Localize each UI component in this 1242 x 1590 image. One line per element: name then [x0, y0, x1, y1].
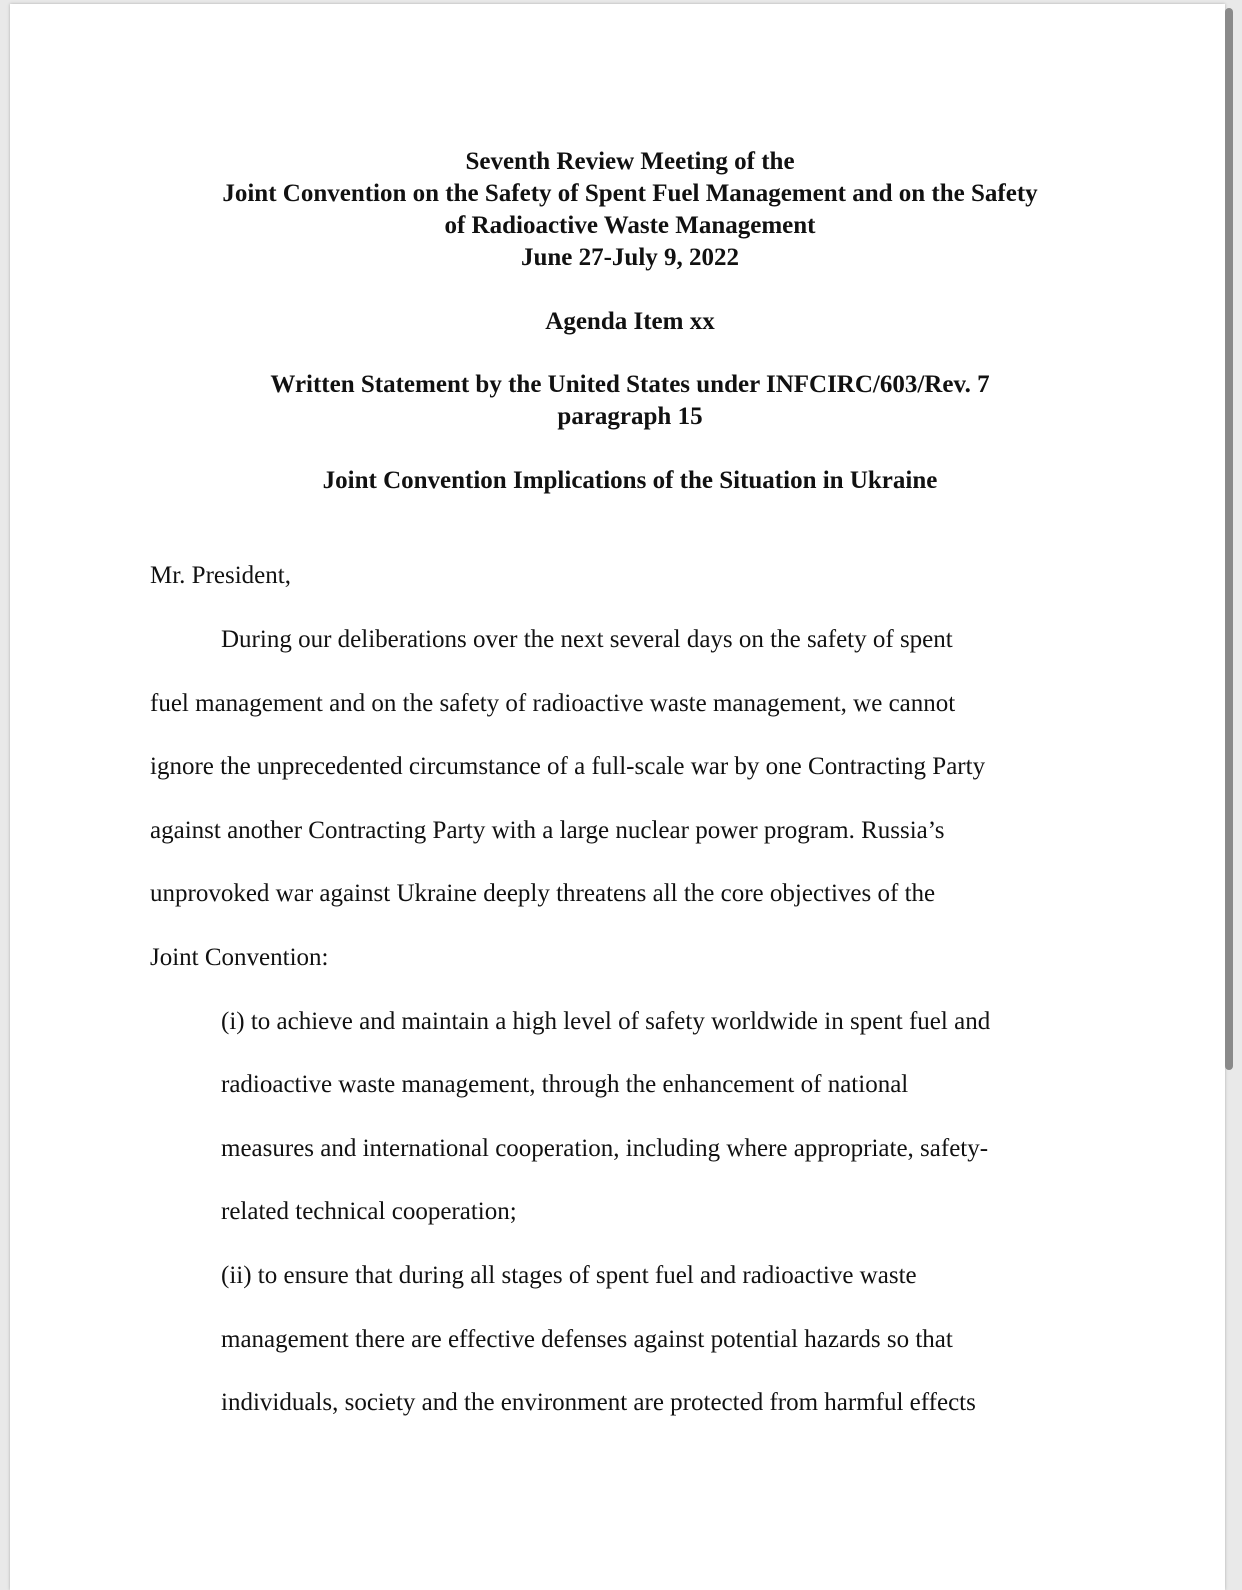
objective-line: (i) to achieve and maintain a high level of safety worldwide in spent fuel and — [221, 1008, 991, 1035]
objective-line: (ii) to ensure that during all stages of spent fuel and radioactive waste — [221, 1262, 917, 1289]
scrollbar-thumb[interactable] — [1225, 8, 1233, 1070]
objective-line: management there are effective defenses against potential hazards so that — [221, 1326, 953, 1353]
salutation: Mr. President, — [150, 562, 291, 589]
agenda-item: Agenda Item xx — [545, 308, 715, 335]
title-line: June 27-July 9, 2022 — [520, 244, 740, 271]
paragraph-line: Joint Convention: — [150, 944, 329, 971]
paragraph-line: During our deliberations over the next several days on the safety of spent — [221, 626, 953, 653]
paragraph-line: against another Contracting Party with a large nuclear power program. Russia’s — [150, 817, 945, 844]
objective-line: related technical cooperation; — [221, 1198, 517, 1225]
objective-line: radioactive waste management, through the enhancement of national — [221, 1071, 909, 1098]
objective-line: measures and international cooperation, including where appropriate, safety- — [221, 1135, 989, 1162]
meeting-title — [150, 146, 1110, 274]
subject-heading: Joint Convention Implications of the Situation in Ukraine — [322, 467, 938, 494]
statement-line: paragraph 15 — [557, 403, 703, 430]
paragraph-line: unprovoked war against Ukraine deeply threatens all the core objectives of the — [150, 880, 936, 907]
paragraph-line: ignore the unprecedented circumstance of a full-scale war by one Contracting Party — [150, 753, 986, 780]
title-line: Joint Convention on the Safety of Spent Fuel Management and on the Safety — [222, 180, 1038, 207]
statement-heading — [150, 369, 1110, 433]
objective-line: individuals, society and the environment are protected from harmful effects — [221, 1389, 976, 1416]
statement-line: Written Statement by the United States under INFCIRC/603/Rev. 7 — [270, 371, 990, 398]
title-line: Seventh Review Meeting of the — [465, 148, 795, 175]
document-page — [10, 4, 1225, 1590]
title-line: of Radioactive Waste Management — [444, 212, 816, 239]
paragraph-line: fuel management and on the safety of radioactive waste management, we cannot — [150, 690, 956, 717]
